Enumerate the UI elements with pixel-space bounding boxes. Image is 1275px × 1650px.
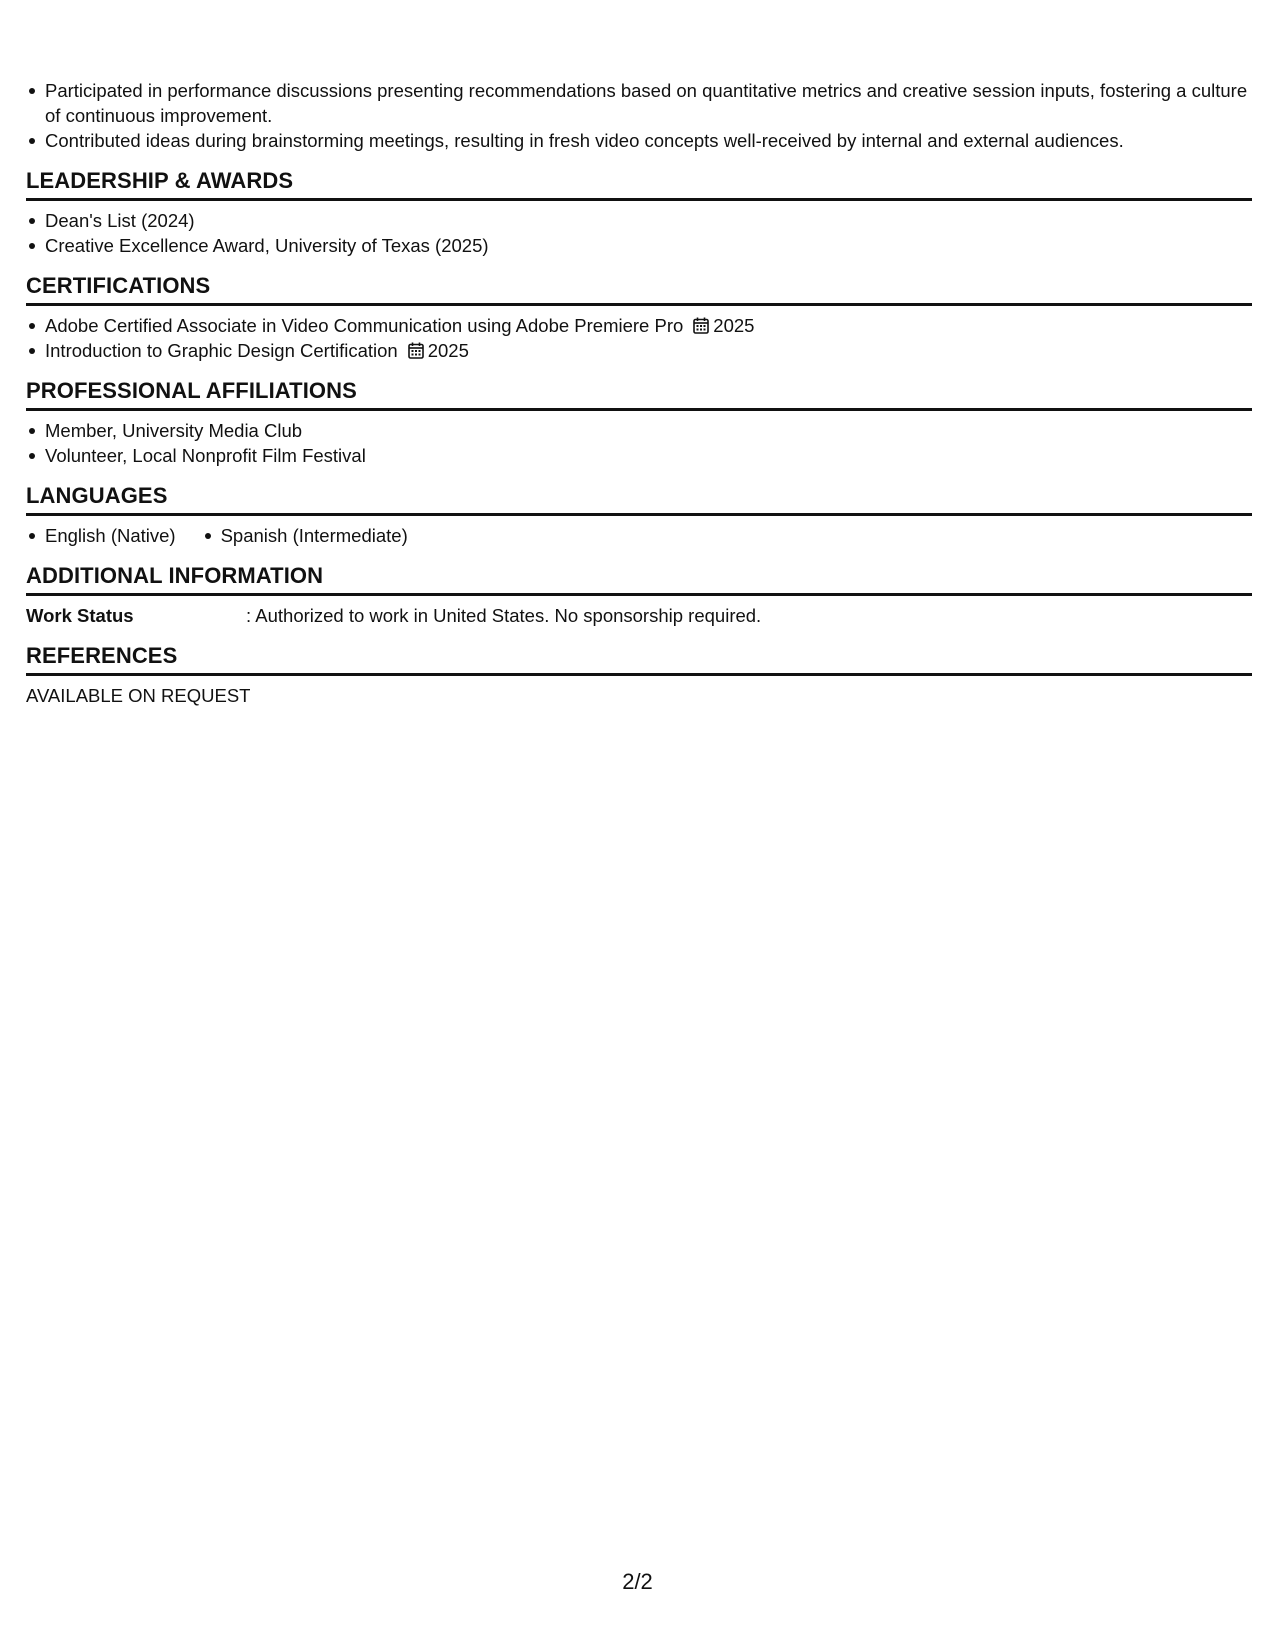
additional-info-section [26, 562, 1252, 628]
work-status-value: : Authorized to work in United States. No sponsorship required. [246, 605, 762, 626]
work-status-label: Work Status [26, 605, 134, 626]
section-heading: REFERENCES [26, 642, 1252, 676]
certification-year: 2025 [427, 340, 469, 361]
calendar-icon [693, 317, 709, 334]
section-heading: LANGUAGES [26, 482, 1252, 516]
references-section [26, 642, 1252, 708]
calendar-icon [408, 342, 424, 359]
list-item: Member, University Media Club [45, 418, 1252, 443]
resume-page [26, 78, 1252, 708]
languages-section [26, 482, 1252, 548]
certifications-list [26, 313, 1252, 363]
page-number: 2/2 [622, 1569, 653, 1594]
references-text: AVAILABLE ON REQUEST [26, 685, 251, 706]
certification-name: Adobe Certified Associate in Video Communication using Adobe Premiere Pro [45, 315, 684, 336]
work-status-row [26, 603, 1252, 628]
certification-name: Introduction to Graphic Design Certification [45, 340, 398, 361]
languages-list [26, 523, 1252, 548]
section-heading: CERTIFICATIONS [26, 272, 1252, 306]
affiliations-section [26, 377, 1252, 468]
affiliations-list [26, 418, 1252, 468]
certification-year: 2025 [713, 315, 755, 336]
list-item: Contributed ideas during brainstorming meetings, resulting in fresh video concepts well-received by internal and external audiences. [45, 128, 1252, 153]
list-item: Participated in performance discussions presenting recommendations based on quantitative metrics and creative session inputs, fostering a culture of continuous improvement. [45, 78, 1252, 128]
list-item [45, 313, 1252, 338]
section-heading: ADDITIONAL INFORMATION [26, 562, 1252, 596]
language-item: Spanish (Intermediate) [220, 525, 408, 546]
list-item: Dean's List (2024) [45, 208, 1252, 233]
list-item [45, 338, 1252, 363]
awards-list [26, 208, 1252, 258]
language-item: English (Native) [45, 525, 176, 546]
list-item: Volunteer, Local Nonprofit Film Festival [45, 443, 1252, 468]
section-heading: PROFESSIONAL AFFILIATIONS [26, 377, 1252, 411]
list-item: Creative Excellence Award, University of Texas (2025) [45, 233, 1252, 258]
section-heading: LEADERSHIP & AWARDS [26, 167, 1252, 201]
leadership-awards-section [26, 167, 1252, 258]
experience-bullet-list [26, 78, 1252, 153]
certifications-section [26, 272, 1252, 363]
